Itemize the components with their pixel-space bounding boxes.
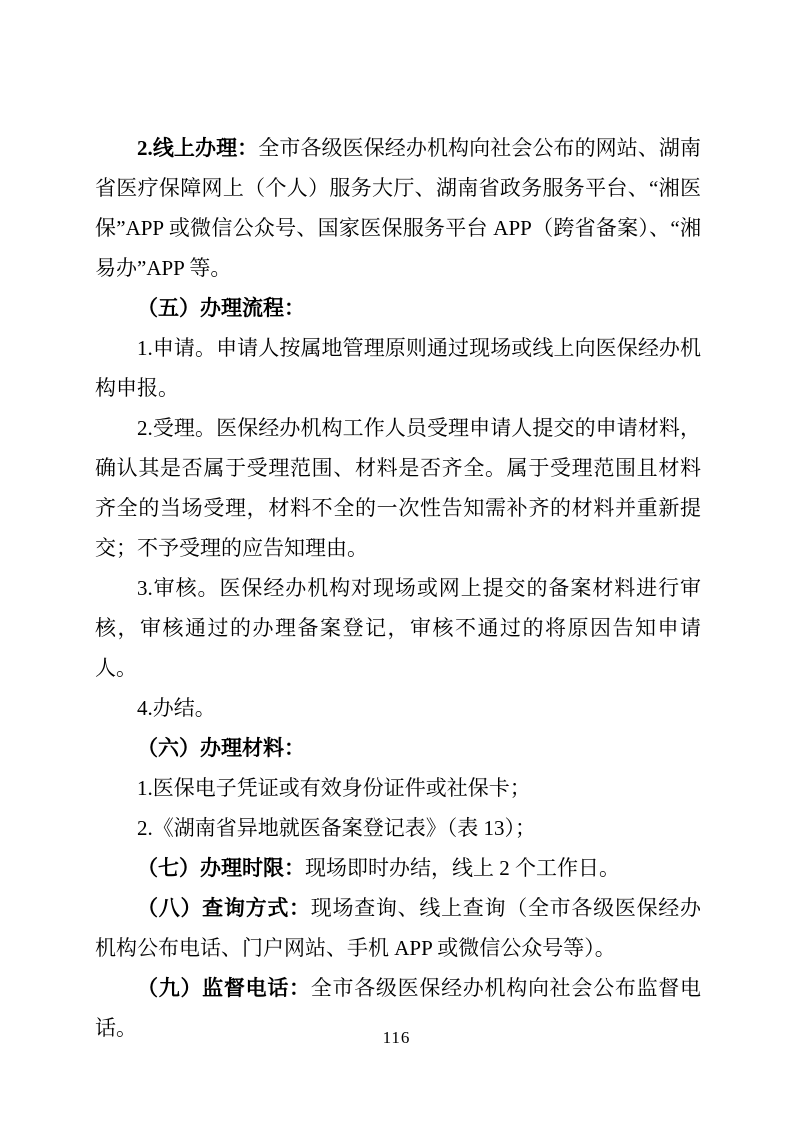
paragraph <box>95 728 701 768</box>
document-body <box>95 128 701 1048</box>
paragraph-lead: （五）办理流程： <box>137 296 305 320</box>
paragraph-text: 全市各级医保经办机构向社会公布的网站、湖南省医疗保障网上（个人）服务大厅、湖南省政务服务平台、“湘医保”APP 或微信公众号、国家医保服务平台 APP（跨省备案）、“湘易办”APP 等。 <box>95 136 702 280</box>
paragraph-text: 1.医保电子凭证或有效身份证件或社保卡； <box>137 776 531 800</box>
paragraph-lead: （九）监督电话： <box>137 976 311 1000</box>
paragraph <box>95 688 701 728</box>
paragraph <box>95 288 701 328</box>
paragraph-text: 4.办结。 <box>137 696 216 720</box>
paragraph <box>95 328 701 408</box>
paragraph-text: 现场查询、线上查询（全市各级医保经办机构公布电话、门户网站、手机 APP 或微信公众号等）。 <box>95 896 702 960</box>
paragraph <box>95 808 701 848</box>
paragraph-text: 1.申请。申请人按属地管理原则通过现场或线上向医保经办机构申报。 <box>95 336 701 400</box>
paragraph <box>95 848 701 888</box>
paragraph-lead: （六）办理材料： <box>137 736 305 760</box>
paragraph-text: 2.《湖南省异地就医备案登记表》（表 13）； <box>137 816 536 840</box>
paragraph-lead: （七）办理时限： <box>137 856 305 880</box>
paragraph <box>95 128 701 288</box>
paragraph-lead: 2.线上办理： <box>137 136 259 160</box>
paragraph-text: 现场即时办结，线上 2 个工作日。 <box>305 856 620 880</box>
paragraph-text: 2.受理。医保经办机构工作人员受理申请人提交的申请材料，确认其是否属于受理范围、材料是否齐全。属于受理范围且材料齐全的当场受理，材料不全的一次性告知需补齐的材料并重新提交；不予受理的应告知理由。 <box>95 416 701 560</box>
paragraph <box>95 408 701 568</box>
paragraph-text: 全市各级医保经办机构向社会公布监督电话。 <box>95 976 702 1040</box>
paragraph <box>95 888 701 968</box>
page-number: 116 <box>382 1028 411 1047</box>
paragraph-text: 3.审核。医保经办机构对现场或网上提交的备案材料进行审核，审核通过的办理备案登记，审核不通过的将原因告知申请人。 <box>95 576 701 680</box>
paragraph <box>95 568 701 688</box>
paragraph-lead: （八）查询方式： <box>137 896 311 920</box>
paragraph <box>95 768 701 808</box>
